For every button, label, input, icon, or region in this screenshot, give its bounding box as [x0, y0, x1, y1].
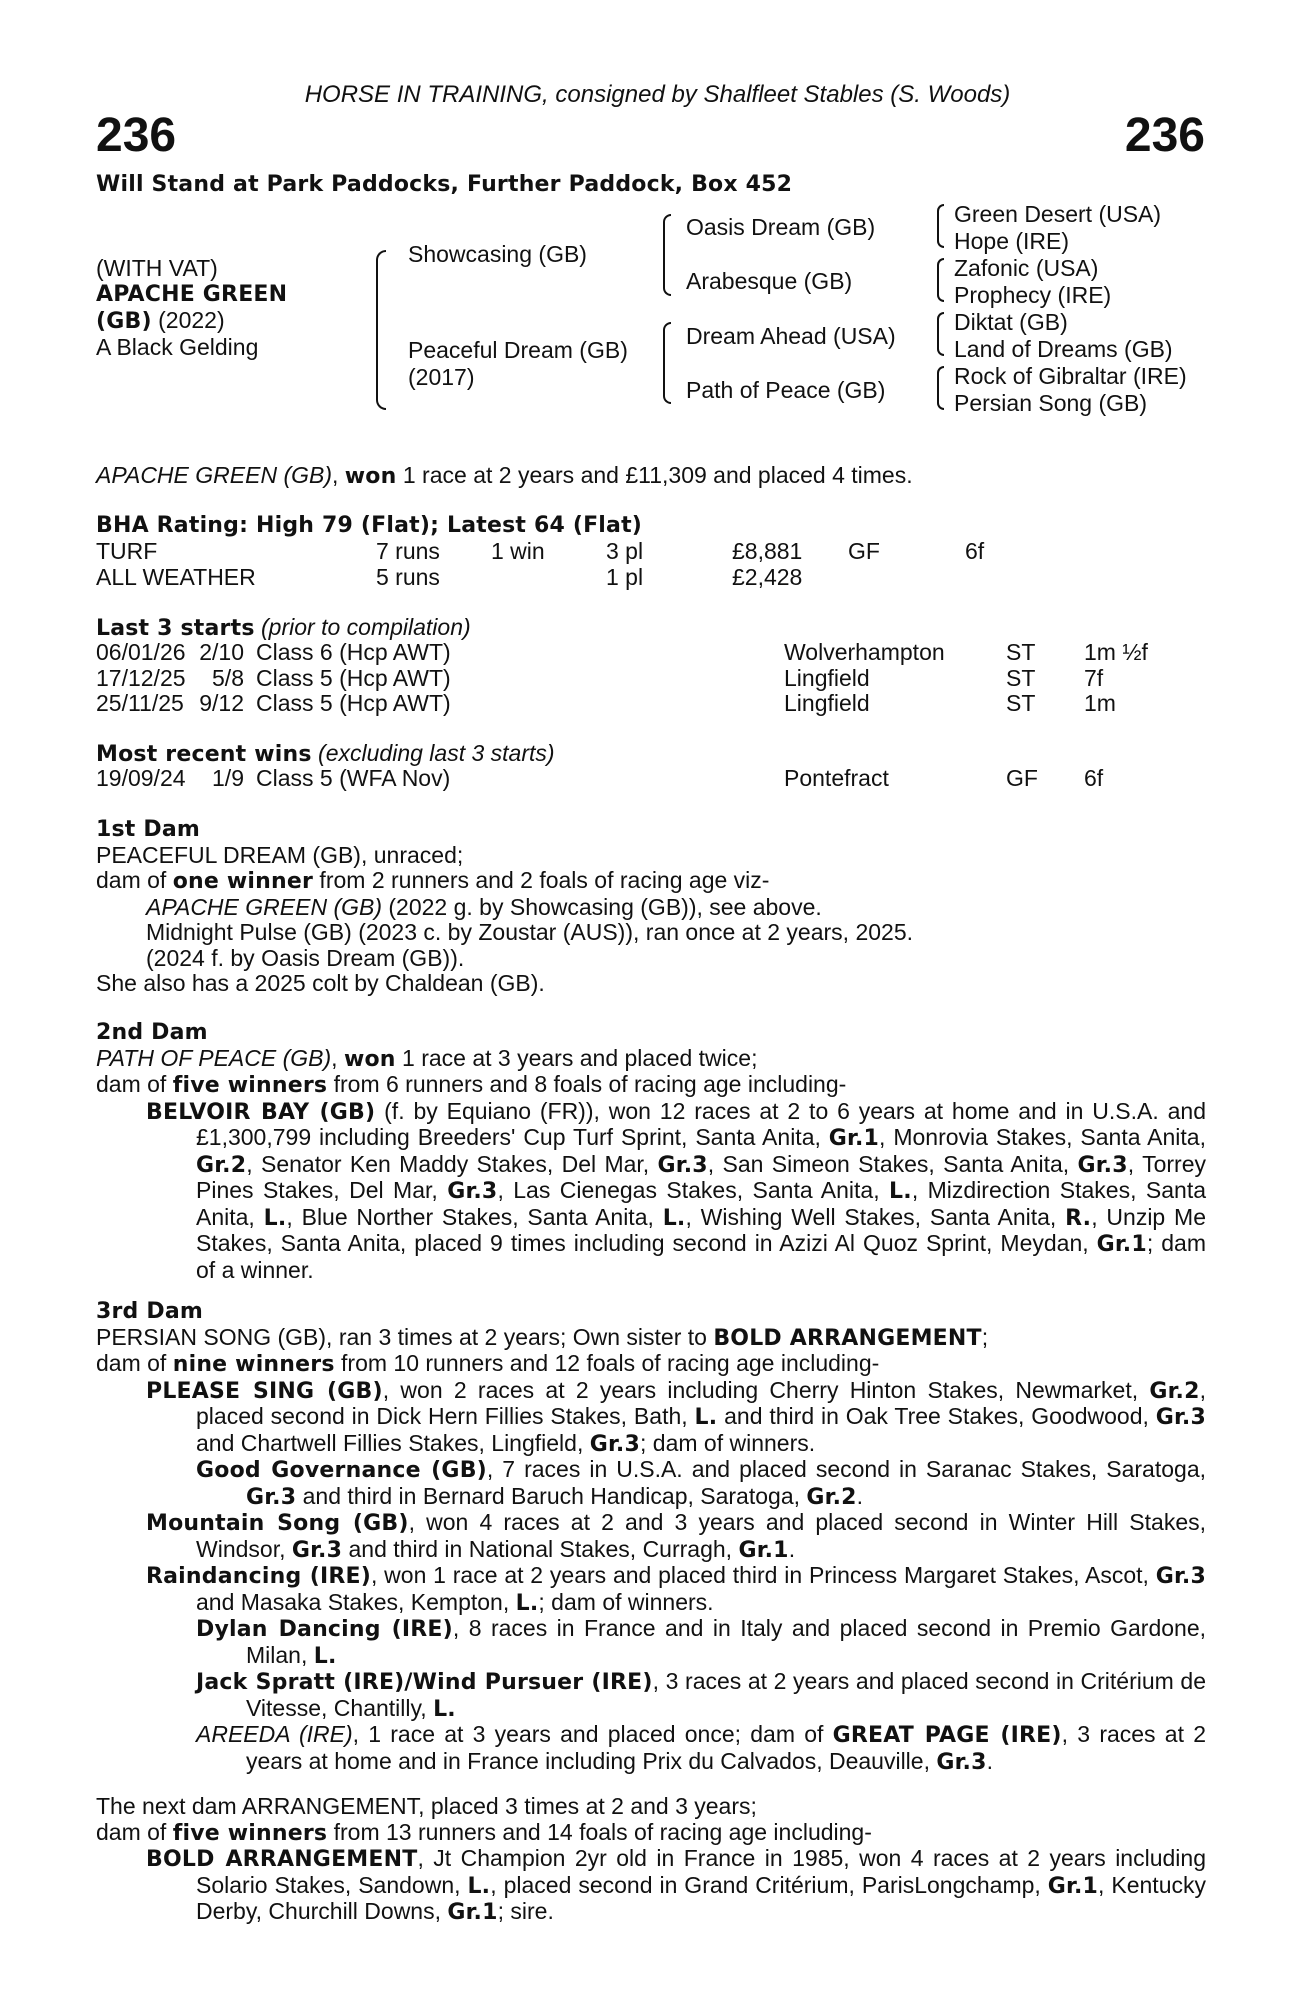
pedigree-brace-ds	[937, 312, 944, 356]
produce-entry: (2024 f. by Oasis Dream (GB)).	[146, 944, 465, 971]
stand-location: Will Stand at Park Paddocks, Further Paddock, Box 452	[96, 172, 793, 197]
text: and Chartwell Fillies Stakes, Lingfield,	[196, 1429, 590, 1456]
produce-name: Mountain Song (GB)	[146, 1511, 409, 1536]
grade: L.	[694, 1405, 718, 1430]
grade: Gr.2	[1149, 1378, 1200, 1404]
start-course: Lingfield	[784, 690, 870, 716]
horse-year: (2022)	[151, 307, 225, 333]
winners-count: five winners	[172, 1820, 328, 1846]
summary-won: won	[344, 464, 397, 489]
start-class: Class 5 (Hcp AWT)	[256, 664, 451, 691]
rating-surface: TURF	[96, 538, 158, 564]
produce-entry-belvoir-bay	[96, 1099, 1206, 1284]
text: from 13 runners and 14 foals of racing age including-	[327, 1818, 872, 1845]
rating-title: BHA Rating: High 79 (Flat); Latest 64 (Flat)	[96, 513, 643, 538]
win-class: Class 5 (WFA Nov)	[256, 765, 451, 791]
text: , won 2 races at 2 years including Cherry Hinton Stakes, Newmarket,	[382, 1376, 1150, 1403]
pedigree-ddd: Persian Song (GB)	[954, 390, 1148, 416]
start-date: 06/01/26	[96, 639, 186, 665]
grade: Gr.3	[291, 1537, 343, 1563]
pedigree-sss: Green Desert (USA)	[954, 201, 1162, 227]
produce-entry: Midnight Pulse (GB) (2023 c. by Zoustar (AUS)), ran once at 2 years, 2025.	[146, 919, 914, 945]
summary-horse: APACHE GREEN (GB)	[96, 462, 332, 488]
text: , placed second in Grand Critérium, ParisLongchamp,	[490, 1871, 1048, 1898]
pedigree-brace-ss	[937, 204, 944, 248]
horse-description: A Black Gelding	[96, 334, 259, 360]
text: .	[856, 1482, 864, 1509]
first-dam-line: PEACEFUL DREAM (GB), unraced;	[96, 841, 464, 868]
first-dam-produce	[96, 868, 1206, 895]
horse-country-year	[96, 308, 225, 335]
produce-entry-raindancing	[96, 1563, 1206, 1616]
recent-title: Most recent wins	[96, 742, 312, 767]
grade: Gr.3	[246, 1484, 297, 1510]
text: ; sire.	[497, 1898, 554, 1924]
recent-heading	[96, 741, 555, 768]
grade: Gr.3	[447, 1179, 498, 1204]
rating-going: GF	[848, 538, 880, 564]
next-dam-produce	[96, 1820, 1206, 1847]
rating-placed: 1 pl	[606, 563, 644, 590]
text: , Kentucky Derby, Churchill Downs,	[196, 1871, 1206, 1924]
rating-row-aw	[96, 565, 984, 591]
last3-table	[96, 640, 1148, 717]
grand-produce-name: GREAT PAGE (IRE)	[832, 1723, 1062, 1748]
rating-prize: £8,881	[732, 538, 803, 564]
text: from 2 runners and 2 foals of racing age viz-	[313, 867, 770, 893]
produce-entry-dylan-dancing	[96, 1616, 1206, 1669]
produce-name: PLEASE SING (GB)	[146, 1378, 383, 1404]
text: .	[788, 1535, 796, 1562]
rating-wins	[491, 565, 606, 591]
produce-name: Good Governance (GB)	[196, 1458, 487, 1483]
grade: L.	[433, 1696, 456, 1722]
rating-runs: 7 runs	[376, 538, 440, 564]
pedigree-dsd: Land of Dreams (GB)	[954, 336, 1173, 362]
last3-title: Last 3 starts	[96, 616, 255, 641]
text: , Jt Champion 2yr old in France in 1985, won 4 races at 2 years including Solario Stakes, Sandown,	[196, 1845, 1206, 1898]
text: , Monrovia Stakes, Santa Anita,	[879, 1124, 1206, 1150]
grade: L.	[889, 1179, 912, 1204]
pedigree-dss: Diktat (GB)	[954, 309, 1068, 335]
produce-entry-areeda	[96, 1722, 1206, 1775]
pedigree-dam-year: (2017)	[408, 364, 475, 390]
start-distance: 7f	[1084, 664, 1104, 691]
recent-row	[96, 766, 1103, 792]
grade: Gr.3	[657, 1152, 708, 1178]
text: and third in Oak Tree Stakes, Goodwood,	[717, 1403, 1156, 1429]
grade: Gr.1	[1096, 1232, 1147, 1257]
pedigree-brace-dd	[937, 366, 944, 410]
pedigree-sire: Showcasing (GB)	[408, 241, 587, 267]
start-course: Lingfield	[784, 664, 870, 691]
grade: L.	[263, 1205, 287, 1231]
text: 1 race at 3 years and placed twice;	[395, 1044, 758, 1071]
pedigree-sdd: Prophecy (IRE)	[954, 282, 1112, 308]
produce-name: BOLD ARRANGEMENT	[146, 1847, 418, 1872]
dam-name: PATH OF PEACE (GB)	[96, 1044, 332, 1071]
text: , Unzip Me Stakes, Santa Anita, placed 9 times including second in Azizi Al Quoz Sprint, Meydan,	[196, 1203, 1206, 1256]
pedigree-brace-dam	[663, 322, 671, 404]
grade: L.	[662, 1205, 686, 1231]
text: dam of	[96, 1350, 173, 1376]
grade: Gr.2	[806, 1484, 857, 1510]
pedigree-brace-sire	[663, 214, 671, 296]
pedigree-brace-main	[376, 250, 386, 410]
text: , won 4 races at 2 and 3 years and placed second in Winter Hill Stakes, Windsor,	[196, 1509, 1206, 1562]
produce-name: APACHE GREEN (GB)	[146, 893, 382, 920]
text: , Senator Ken Maddy Stakes, Del Mar,	[246, 1150, 658, 1177]
grade: Gr.3	[936, 1749, 987, 1775]
text: ; dam of a winner.	[196, 1230, 1206, 1283]
win-going: GF	[1006, 765, 1038, 791]
text: , Las Cienegas Stakes, Santa Anita,	[497, 1177, 890, 1203]
produce-entry-mountain-song	[96, 1510, 1206, 1563]
grade: Gr.1	[828, 1126, 880, 1151]
lot-number-left: 236	[96, 109, 177, 162]
rating-row-turf	[96, 539, 984, 565]
produce-entry-bold-arrangement	[96, 1846, 1206, 1926]
start-distance: 1m	[1084, 690, 1116, 716]
text: (f. by Equiano (FR)), won 12 races at 2 to 6 years at home and in U.S.A. and £1,300,799 including Breeders' Cup Turf Sprint, Santa Anita,	[196, 1097, 1206, 1150]
text: , 1 race at 3 years and placed once; dam of	[352, 1721, 833, 1747]
last3-row	[96, 640, 1148, 666]
first-dam-title: 1st Dam	[96, 817, 201, 842]
start-distance: 1m ½f	[1084, 639, 1148, 665]
produce-name: Jack Spratt (IRE)/Wind Pursuer (IRE)	[196, 1670, 653, 1695]
winners-count: one winner	[172, 869, 314, 894]
text: , Wishing Well Stakes, Santa Anita,	[685, 1203, 1066, 1230]
start-position: 2/10	[199, 639, 244, 665]
rating-prize: £2,428	[732, 563, 803, 590]
pedigree-sire-dam: Arabesque (GB)	[686, 268, 853, 294]
text: dam of	[96, 1071, 173, 1097]
third-dam-line	[96, 1325, 1206, 1352]
text: from 10 runners and 12 foals of racing age including-	[334, 1350, 880, 1376]
grade: Gr.3	[1077, 1152, 1128, 1178]
horse-suffix: (GB)	[96, 309, 152, 334]
start-course: Wolverhampton	[784, 639, 945, 665]
text: dam of	[96, 1818, 173, 1845]
next-dam-line: The next dam ARRANGEMENT, placed 3 times at 2 and 3 years;	[96, 1793, 757, 1819]
winners-count: nine winners	[172, 1352, 335, 1377]
second-dam-section	[96, 1020, 1206, 1283]
text: .	[986, 1747, 993, 1774]
grade: L.	[467, 1873, 491, 1899]
third-dam-title: 3rd Dam	[96, 1299, 203, 1324]
rating-dist: 6f	[965, 538, 985, 564]
start-going: ST	[1006, 639, 1036, 665]
grade: Gr.1	[447, 1900, 498, 1925]
rating-table	[96, 539, 984, 590]
start-class: Class 6 (Hcp AWT)	[256, 639, 451, 665]
second-dam-title: 2nd Dam	[96, 1020, 208, 1045]
won-label: won	[343, 1046, 396, 1072]
text: and Masaka Stakes, Kempton,	[196, 1588, 516, 1615]
pedigree-ssd: Hope (IRE)	[954, 228, 1070, 254]
grade: L.	[313, 1643, 337, 1669]
start-going: ST	[1006, 664, 1036, 691]
start-date: 17/12/25	[96, 664, 186, 691]
relative-name: BOLD ARRANGEMENT	[713, 1325, 982, 1351]
text: from 6 runners and 8 foals of racing age including-	[327, 1071, 847, 1097]
pedigree-dam: Peaceful Dream (GB)	[408, 337, 628, 363]
produce-entry	[96, 895, 1206, 921]
last3-note: (prior to compilation)	[254, 614, 471, 640]
produce-entry-good-governance	[96, 1457, 1206, 1510]
win-distance: 6f	[1084, 765, 1104, 791]
rating-placed: 3 pl	[606, 538, 644, 564]
second-dam-produce	[96, 1072, 1206, 1099]
second-dam-line	[96, 1046, 1206, 1073]
last3-heading	[96, 615, 471, 642]
first-dam-note: She also has a 2025 colt by Chaldean (GB).	[96, 970, 545, 996]
last3-row	[96, 666, 1148, 692]
race-summary: APACHE GREEN (GB), won 1 race at 2 years and £11,309 and placed 4 times.	[96, 462, 913, 489]
grade: Gr.3	[1155, 1405, 1206, 1430]
horse-name: APACHE GREEN	[96, 282, 288, 307]
rating-wins: 1 win	[491, 538, 545, 564]
produce-name: BELVOIR BAY (GB)	[146, 1099, 376, 1125]
last3-row	[96, 691, 1148, 717]
text: , 7 races in U.S.A. and placed second in Saranac Stakes, Saratoga,	[486, 1456, 1207, 1482]
grade: Gr.2	[196, 1152, 247, 1178]
pedigree-sire-sire: Oasis Dream (GB)	[686, 214, 876, 240]
text: , placed second in Dick Hern Fillies Stakes, Bath,	[196, 1376, 1206, 1429]
text: ; dam of winners.	[640, 1429, 816, 1456]
lot-number-right: 236	[1124, 109, 1205, 162]
text: and third in National Stakes, Curragh,	[342, 1535, 739, 1562]
consignment-line: HORSE IN TRAINING, consigned by Shalfleet Stables (S. Woods)	[304, 81, 1011, 108]
start-position: 5/8	[212, 664, 244, 691]
pedigree-brace-sd	[937, 258, 944, 302]
text: PERSIAN SONG (GB), ran 3 times at 2 years; Own sister to	[96, 1323, 714, 1350]
grade: Gr.1	[1047, 1873, 1099, 1899]
third-dam-section	[96, 1299, 1206, 1775]
text: , Torrey Pines Stakes, Del Mar,	[196, 1150, 1206, 1203]
grade: L.	[515, 1590, 539, 1616]
text: , 8 races in France and in Italy and placed second in Premio Gardone, Milan,	[246, 1615, 1207, 1668]
winners-count: five winners	[172, 1073, 328, 1098]
grade: Gr.1	[738, 1537, 789, 1563]
win-course: Pontefract	[784, 765, 889, 791]
text: , 3 races at 2 years at home and in France including Prix du Calvados, Deauville,	[246, 1721, 1206, 1774]
produce-name: AREEDA (IRE)	[196, 1721, 353, 1747]
start-going: ST	[1006, 690, 1036, 716]
rating-going	[848, 565, 965, 591]
rating-surface: ALL WEATHER	[96, 563, 256, 590]
text: ; dam of winners.	[538, 1588, 714, 1615]
text: , won 1 race at 2 years and placed third in Princess Margaret Stakes, Ascot,	[370, 1562, 1156, 1588]
grade: Gr.3	[589, 1431, 640, 1457]
win-date: 19/09/24	[96, 765, 186, 791]
grade: R.	[1065, 1205, 1092, 1231]
text: and third in Bernard Baruch Handicap, Saratoga,	[296, 1482, 807, 1509]
third-dam-produce	[96, 1351, 1206, 1378]
recent-table	[96, 766, 1103, 792]
rating-runs: 5 runs	[376, 563, 440, 590]
produce-text: (2022 g. by Showcasing (GB)), see above.	[382, 893, 822, 920]
recent-note: (excluding last 3 starts)	[311, 740, 555, 766]
produce-name: Raindancing (IRE)	[146, 1564, 371, 1589]
produce-name: Dylan Dancing (IRE)	[196, 1617, 453, 1642]
grade: Gr.3	[1155, 1564, 1206, 1589]
start-date: 25/11/25	[96, 690, 184, 716]
text: , 3 races at 2 years and placed second in Critérium de Vitesse, Chantilly,	[246, 1668, 1206, 1721]
text: , Blue Norther Stakes, Santa Anita,	[286, 1203, 663, 1230]
start-class: Class 5 (Hcp AWT)	[256, 690, 451, 716]
rating-dist	[965, 565, 984, 591]
text: dam of	[96, 867, 173, 893]
vat-note: (WITH VAT)	[96, 255, 218, 281]
start-position: 9/12	[199, 690, 244, 716]
pedigree-dds: Rock of Gibraltar (IRE)	[954, 363, 1187, 389]
first-dam-section	[96, 817, 1206, 997]
win-position: 1/9	[212, 765, 244, 791]
summary-rest: 1 race at 2 years and £11,309 and placed 4 times.	[396, 462, 913, 488]
pedigree-dam-sire: Dream Ahead (USA)	[686, 323, 896, 349]
text: , Mizdirection Stakes, Santa Anita,	[196, 1177, 1206, 1230]
produce-entry-jack-spratt	[96, 1669, 1206, 1722]
pedigree-sds: Zafonic (USA)	[954, 255, 1099, 281]
text: ;	[981, 1323, 989, 1350]
pedigree-dam-dam: Path of Peace (GB)	[686, 377, 886, 403]
next-dam-section	[96, 1794, 1206, 1926]
produce-entry-please-sing	[96, 1378, 1206, 1458]
text: , San Simeon Stakes, Santa Anita,	[707, 1150, 1078, 1177]
text: ,	[331, 1044, 344, 1071]
